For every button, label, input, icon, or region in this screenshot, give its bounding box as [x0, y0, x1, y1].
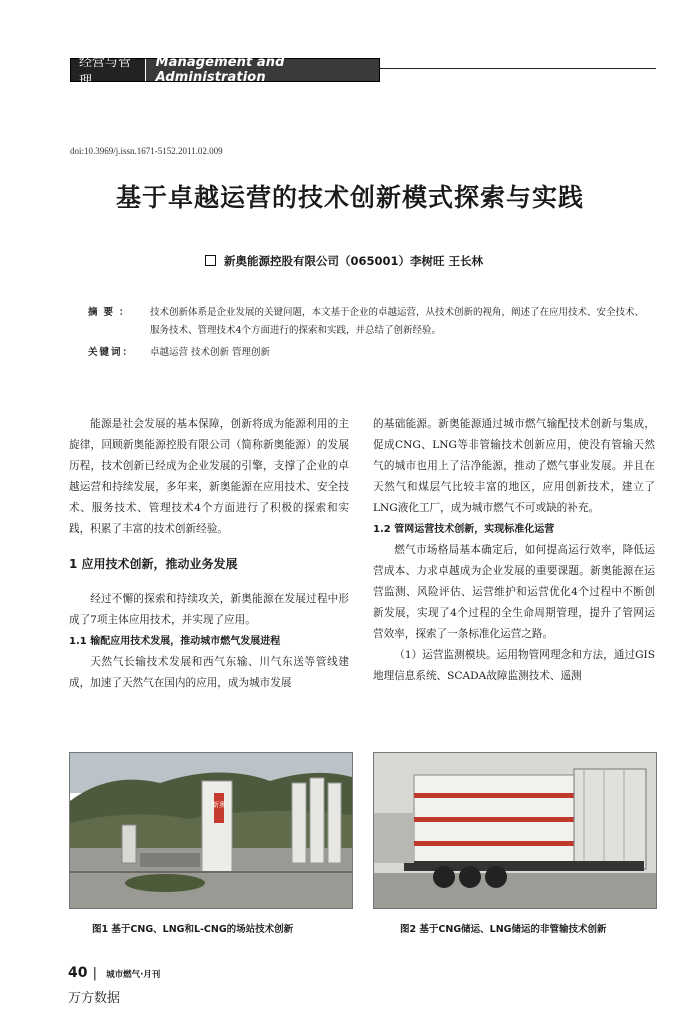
subsection-heading: 1.1 输配应用技术发展，推动城市燃气发展进程: [69, 636, 281, 647]
footer-separator: |: [92, 966, 97, 981]
authors-line: [205, 253, 483, 269]
cng-trailer-photo: [374, 753, 656, 908]
doi: doi:10.3969/j.issn.1671-5152.2011.02.009: [70, 146, 223, 156]
section-header: [70, 55, 656, 89]
square-bullet-icon: [205, 255, 216, 266]
tank-label: 新奥: [212, 801, 226, 809]
watermark: 万方数据: [68, 991, 121, 1006]
paragraph: 燃气市场格局基本确定后，如何提高运行效率，降低运营成本、力求卓越成为企业发展的重要课题。新奥能源在运营监测、风险评估、运营维护和运营优化4个过程中不断创新发展，实现了4个过程的全生命周期管理，提升了管网运营效率，探索了一条标准化运营之路。: [373, 544, 655, 640]
keywords: [88, 344, 648, 362]
figure-2-caption: 图2 基于CNG储运、LNG储运的非管输技术创新: [400, 924, 607, 935]
figure-1-caption: 图1 基于CNG、LNG和L-CNG的场站技术创新: [92, 924, 294, 935]
lng-station-photo: [70, 753, 352, 908]
keywords-label: 关键词：: [88, 347, 135, 358]
paragraph: 天然气长输技术发展和西气东输、川气东送等管线建成，加速了天然气在国内的应用，成为城市发展: [69, 656, 349, 689]
keywords-text: 卓越运营 技术创新 管理创新: [150, 347, 271, 358]
subsection-heading: 1.2 管网运营技术创新，实现标准化运营: [373, 524, 555, 535]
abstract-text: 技术创新体系是企业发展的关键问题，本文基于企业的卓越运营，从技术创新的视角，阐述了在应用技术、安全技术、服务技术、管理技术4个方面进行的探索和实践，并总结了创新经验。: [150, 307, 645, 336]
paragraph: （1）运营监测模块。运用物管网理念和方法，通过GIS地理信息系统、SCADA故障监测技术、遥测: [373, 649, 655, 682]
paragraph: 能源是社会发展的基本保障，创新将成为能源利用的主旋律，回顾新奥能源控股有限公司（简称新奥能源）的发展历程，技术创新已经成为企业发展的引擎，支撑了企业的卓越运营和持续发展，多年来，新奥能源在应用技术、安全技术、服务技术、管理技术4个方面进行了积极的探索和实践，积累了丰富的技术创新经验。: [69, 418, 349, 535]
left-column: [69, 414, 349, 694]
right-column: [373, 414, 655, 687]
abstract: [88, 304, 648, 340]
paragraph: 经过不懈的探索和持续攻关，新奥能源在发展过程中形成了7项主体应用技术，并实现了应用。: [69, 593, 349, 626]
page-footer: [68, 962, 160, 981]
header-rule: [378, 68, 656, 69]
abstract-label: 摘要：: [88, 307, 135, 318]
journal-name: 城市燃气·月刊: [106, 970, 161, 980]
paragraph: 的基础能源。新奥能源通过城市燃气输配技术创新与集成，促成CNG、LNG等非管输技术创新应用，使没有管输天然气的城市也用上了洁净能源，推动了燃气事业发展。并且在天然气和煤层气比较丰富的地区，应用创新技术，建立了LNG液化工厂，成为城市燃气不可或缺的补充。: [373, 418, 655, 514]
authors: 新奥能源控股有限公司（065001）李树旺 王长林: [224, 254, 484, 268]
figure-1-photo: [69, 752, 353, 909]
section-heading: 1 应用技术创新，推动业务发展: [69, 557, 238, 571]
paper-title: 基于卓越运营的技术创新模式探索与实践: [115, 183, 584, 212]
figure-2-photo: [373, 752, 657, 909]
section-header-box: [70, 55, 380, 89]
section-en-label: Management and Administration: [155, 55, 285, 85]
page-number: 40: [68, 965, 88, 981]
section-cn-label: 经营与管理: [71, 59, 146, 81]
